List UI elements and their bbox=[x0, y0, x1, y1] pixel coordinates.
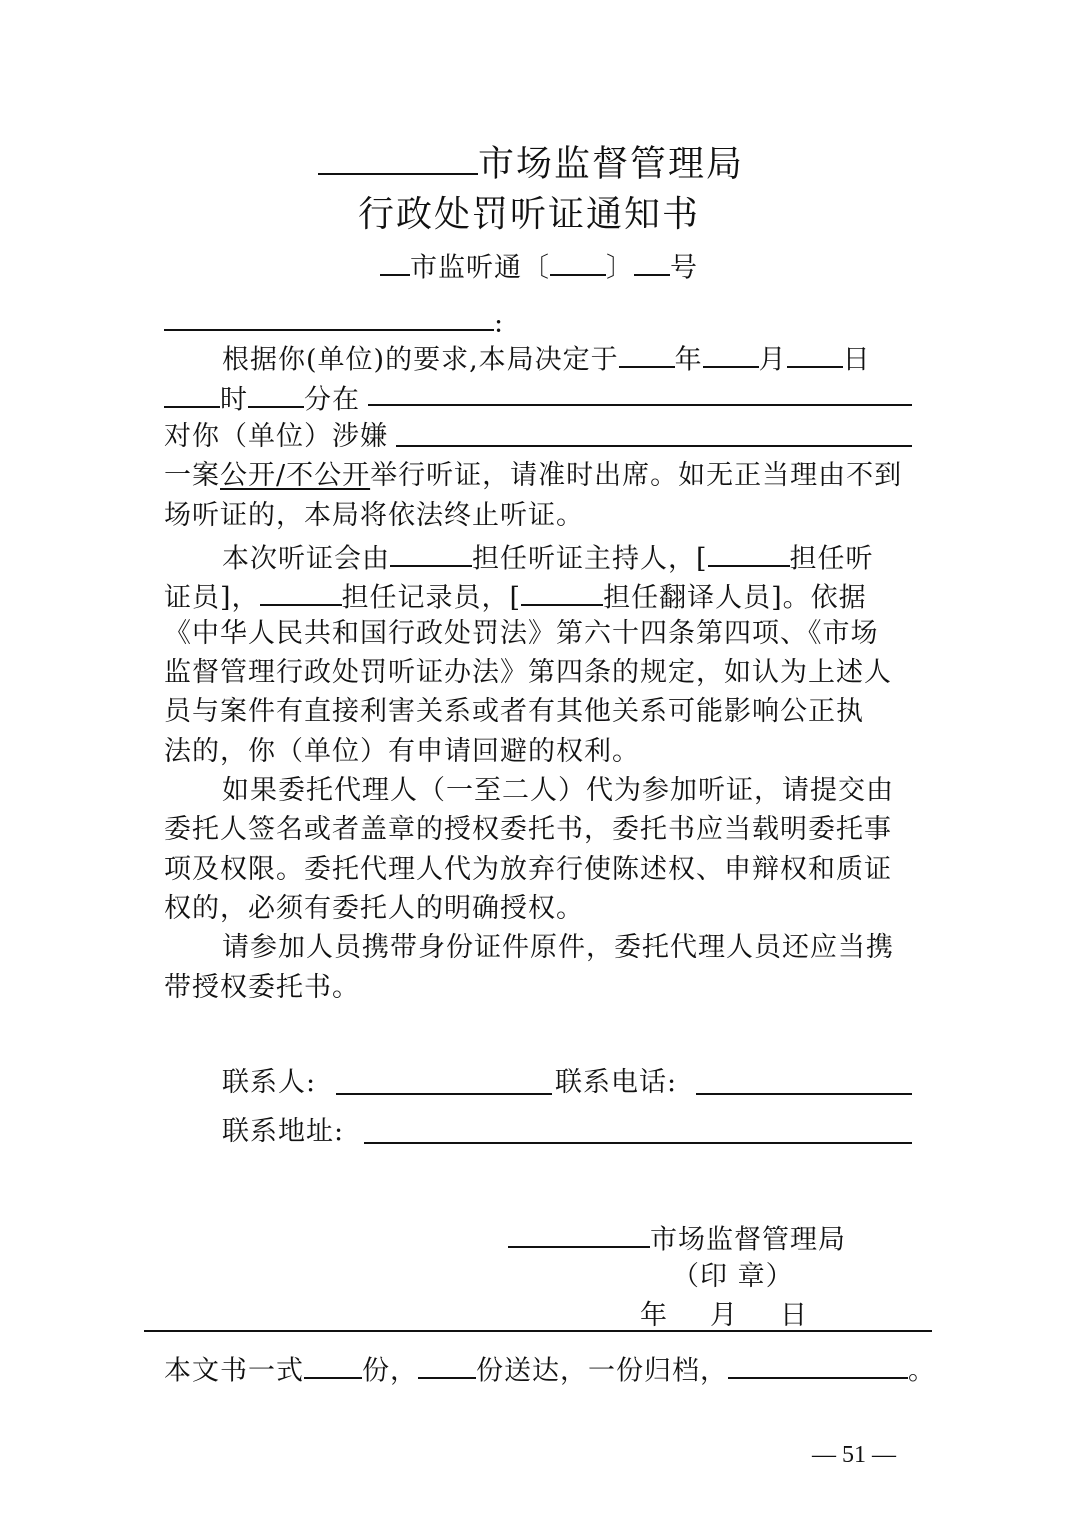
month-label: 月 bbox=[758, 344, 787, 376]
host-prefix: 本次听证会由 bbox=[222, 543, 390, 575]
p1-line-3 bbox=[164, 423, 388, 450]
copies-unit: 份， bbox=[362, 1355, 418, 1387]
docno-blank-2 bbox=[550, 250, 606, 276]
copies-archive-blank bbox=[728, 1353, 908, 1379]
docno-part3: 号 bbox=[670, 252, 698, 284]
year-blank bbox=[619, 342, 675, 368]
case-rest: 举行听证，请准时出席。如无正当理由不到 bbox=[370, 460, 903, 491]
month-blank bbox=[703, 342, 759, 368]
p3-line-2: 委托人签名或者盖章的授权委托书，委托书应当载明委托事 bbox=[164, 814, 892, 845]
public-option: 公开/不公开 bbox=[220, 460, 371, 491]
p1-line-1 bbox=[222, 342, 871, 376]
contact-phone-label: 联系电话: bbox=[555, 1067, 678, 1098]
p1-line-2 bbox=[164, 382, 360, 416]
hour-blank bbox=[164, 382, 220, 408]
seal-label: （印 章） bbox=[672, 1261, 794, 1292]
signature-org-suffix: 市场监督管理局 bbox=[650, 1224, 846, 1256]
hearing-officer-blank bbox=[708, 541, 790, 567]
p4-line-2: 带授权委托书。 bbox=[164, 972, 360, 1003]
officer-end: 证员]， bbox=[164, 582, 260, 614]
suspected-label: 对你（单位）涉嫌 bbox=[164, 421, 388, 452]
footer-divider bbox=[144, 1330, 932, 1332]
suspected-blank bbox=[396, 445, 912, 447]
contact-address-label: 联系地址: bbox=[222, 1116, 345, 1147]
document-title: 行政处罚听证通知书 bbox=[358, 194, 701, 235]
p2-line-1 bbox=[222, 541, 874, 575]
hearing-officer-label: 担任听 bbox=[789, 543, 874, 575]
p3-line-3: 项及权限。委托代理人代为放弃行使陈述权、申辩权和质证 bbox=[164, 854, 892, 885]
org-name-blank bbox=[318, 141, 478, 175]
translator-label: 担任翻译人员]。依据 bbox=[603, 582, 867, 614]
copies-served-blank bbox=[418, 1353, 476, 1379]
org-suffix: 市场监督管理局 bbox=[478, 143, 745, 185]
translator-blank bbox=[521, 580, 603, 606]
signature-org-line bbox=[508, 1222, 846, 1256]
copies-served-label: 份送达，一份归档， bbox=[476, 1355, 728, 1387]
copies-line bbox=[164, 1353, 936, 1387]
docno-blank-1 bbox=[380, 250, 410, 276]
p2-line-5: 员与案件有直接利害关系或者有其他关系可能影响公正执 bbox=[164, 696, 864, 727]
addressee-line bbox=[164, 305, 505, 339]
host-suffix: 担任听证主持人，[ bbox=[472, 543, 708, 575]
location-blank bbox=[368, 404, 912, 406]
day-blank bbox=[787, 342, 843, 368]
sig-month: 月 bbox=[710, 1300, 738, 1331]
docno-blank-3 bbox=[634, 250, 670, 276]
p2-line-2 bbox=[164, 580, 867, 614]
day-label: 日 bbox=[842, 344, 871, 376]
p1-line-5: 场听证的，本局将依法终止听证。 bbox=[164, 500, 584, 531]
contact-address-blank bbox=[364, 1142, 912, 1144]
contact-phone-blank bbox=[696, 1093, 912, 1095]
p1-line-4 bbox=[164, 462, 902, 489]
docno-part1: 市监听通〔 bbox=[410, 252, 550, 284]
minute-blank bbox=[248, 382, 304, 408]
hour-label: 时 bbox=[220, 384, 248, 416]
p3-line-1: 如果委托代理人（一至二人）代为参加听证，请提交由 bbox=[222, 775, 894, 806]
contact-person-label: 联系人: bbox=[222, 1067, 317, 1098]
minute-at-label: 分在 bbox=[304, 384, 360, 416]
addressee-blank bbox=[164, 305, 494, 331]
signature-org-blank bbox=[508, 1222, 650, 1248]
p2-line-3: 《中华人民共和国行政处罚法》第六十四条第四项、《市场 bbox=[164, 618, 879, 649]
year-label: 年 bbox=[674, 344, 703, 376]
copies-total-blank bbox=[304, 1353, 362, 1379]
sig-day: 日 bbox=[780, 1300, 808, 1331]
org-title-line bbox=[318, 141, 745, 185]
case-prefix: 一案 bbox=[164, 460, 220, 491]
host-blank bbox=[390, 541, 472, 567]
page-number: — 51 — bbox=[812, 1442, 896, 1468]
sig-year: 年 bbox=[640, 1300, 668, 1331]
p4-line-1: 请参加人员携带身份证件原件，委托代理人员还应当携 bbox=[222, 932, 894, 963]
p2-line-6: 法的，你（单位）有申请回避的权利。 bbox=[164, 736, 640, 767]
p2-line-4: 监督管理行政处罚听证办法》第四条的规定，如认为上述人 bbox=[164, 657, 892, 688]
docno-part2: 〕 bbox=[606, 252, 634, 284]
copies-end: 。 bbox=[908, 1355, 936, 1387]
contact-person-blank bbox=[336, 1093, 552, 1095]
signature-date bbox=[640, 1302, 808, 1329]
p3-line-4: 权的，必须有委托人的明确授权。 bbox=[164, 893, 584, 924]
copies-prefix: 本文书一式 bbox=[164, 1355, 304, 1387]
recorder-label: 担任记录员，[ bbox=[341, 582, 522, 614]
addressee-colon: : bbox=[494, 307, 505, 339]
p1-intro: 根据你(单位)的要求,本局决定于 bbox=[222, 344, 619, 376]
recorder-blank bbox=[260, 580, 342, 606]
document-number bbox=[380, 250, 698, 284]
